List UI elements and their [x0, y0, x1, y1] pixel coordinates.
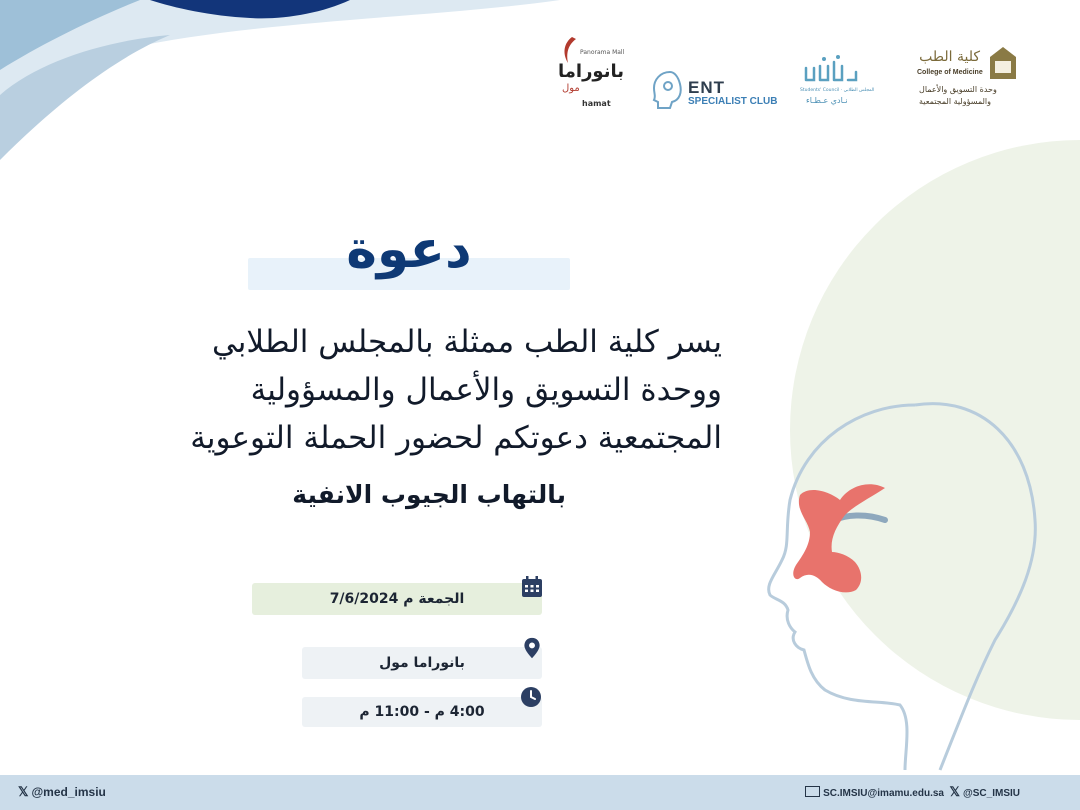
panorama-mall-en: Panorama Mall: [580, 49, 625, 56]
council-mark-icon: [802, 54, 860, 86]
college-of-medicine-logo: [915, 45, 1020, 115]
college-unit-line-2: والمسؤولية المجتمعية: [919, 97, 992, 106]
x-social-icon: 𝕏: [18, 784, 29, 799]
campaign-subject: بالتهاب الجيوب الانفية: [292, 480, 566, 509]
council-en-label: Students' Council · المجلس الطلابي: [800, 88, 875, 93]
ent-logo-title: ENT: [688, 78, 725, 97]
x-social-icon: 𝕏: [949, 784, 961, 799]
footer-left-handle[interactable]: [18, 784, 106, 800]
right-handle-text[interactable]: @SC_IMSIU: [963, 788, 1020, 799]
university-emblem-icon: [987, 45, 1019, 81]
head-profile-icon: [650, 68, 684, 110]
footer-right-contacts: [805, 784, 1020, 800]
footer-email[interactable]: SC.IMSIU@imamu.edu.sa: [823, 788, 944, 799]
council-ar-label: نـادي عـطـاء: [806, 96, 848, 105]
event-time: 4:00 م - 11:00 م: [359, 704, 485, 720]
body-line-2: ووحدة التسويق والأعمال والمسؤولية: [250, 372, 722, 408]
event-date: الجمعة م 7/6/2024: [329, 591, 465, 607]
calendar-icon: [521, 576, 543, 598]
panorama-mall-logo: [548, 35, 628, 115]
panorama-mall-ar: بانوراما: [558, 61, 624, 82]
left-handle-text: @med_imsiu: [31, 785, 106, 799]
hamat-logo-text: hamat: [582, 99, 611, 108]
college-en-name: College of Medicine: [917, 69, 983, 76]
invitation-title: دعوة: [346, 220, 472, 280]
footer-bar: [0, 775, 1080, 810]
mail-icon: [805, 786, 820, 797]
clock-icon: [520, 686, 542, 708]
panorama-mall-ar-sub: مول: [562, 83, 580, 94]
college-ar-name: كلية الطب: [919, 49, 980, 65]
ent-specialist-club-logo: [650, 68, 780, 112]
body-line-3: المجتمعية دعوتكم لحضور الحملة التوعوية: [190, 420, 722, 456]
ent-logo-subtitle: SPECIALIST CLUB: [688, 96, 778, 107]
college-unit-line-1: وحدة التسويق والأعمال: [919, 85, 997, 94]
invitation-body: [82, 318, 722, 462]
location-pin-icon: [521, 637, 543, 659]
event-location: بانوراما مول: [379, 655, 465, 671]
students-council-logo: [800, 52, 875, 112]
body-line-1: يسر كلية الطب ممثلة بالمجلس الطلابي: [211, 324, 722, 360]
